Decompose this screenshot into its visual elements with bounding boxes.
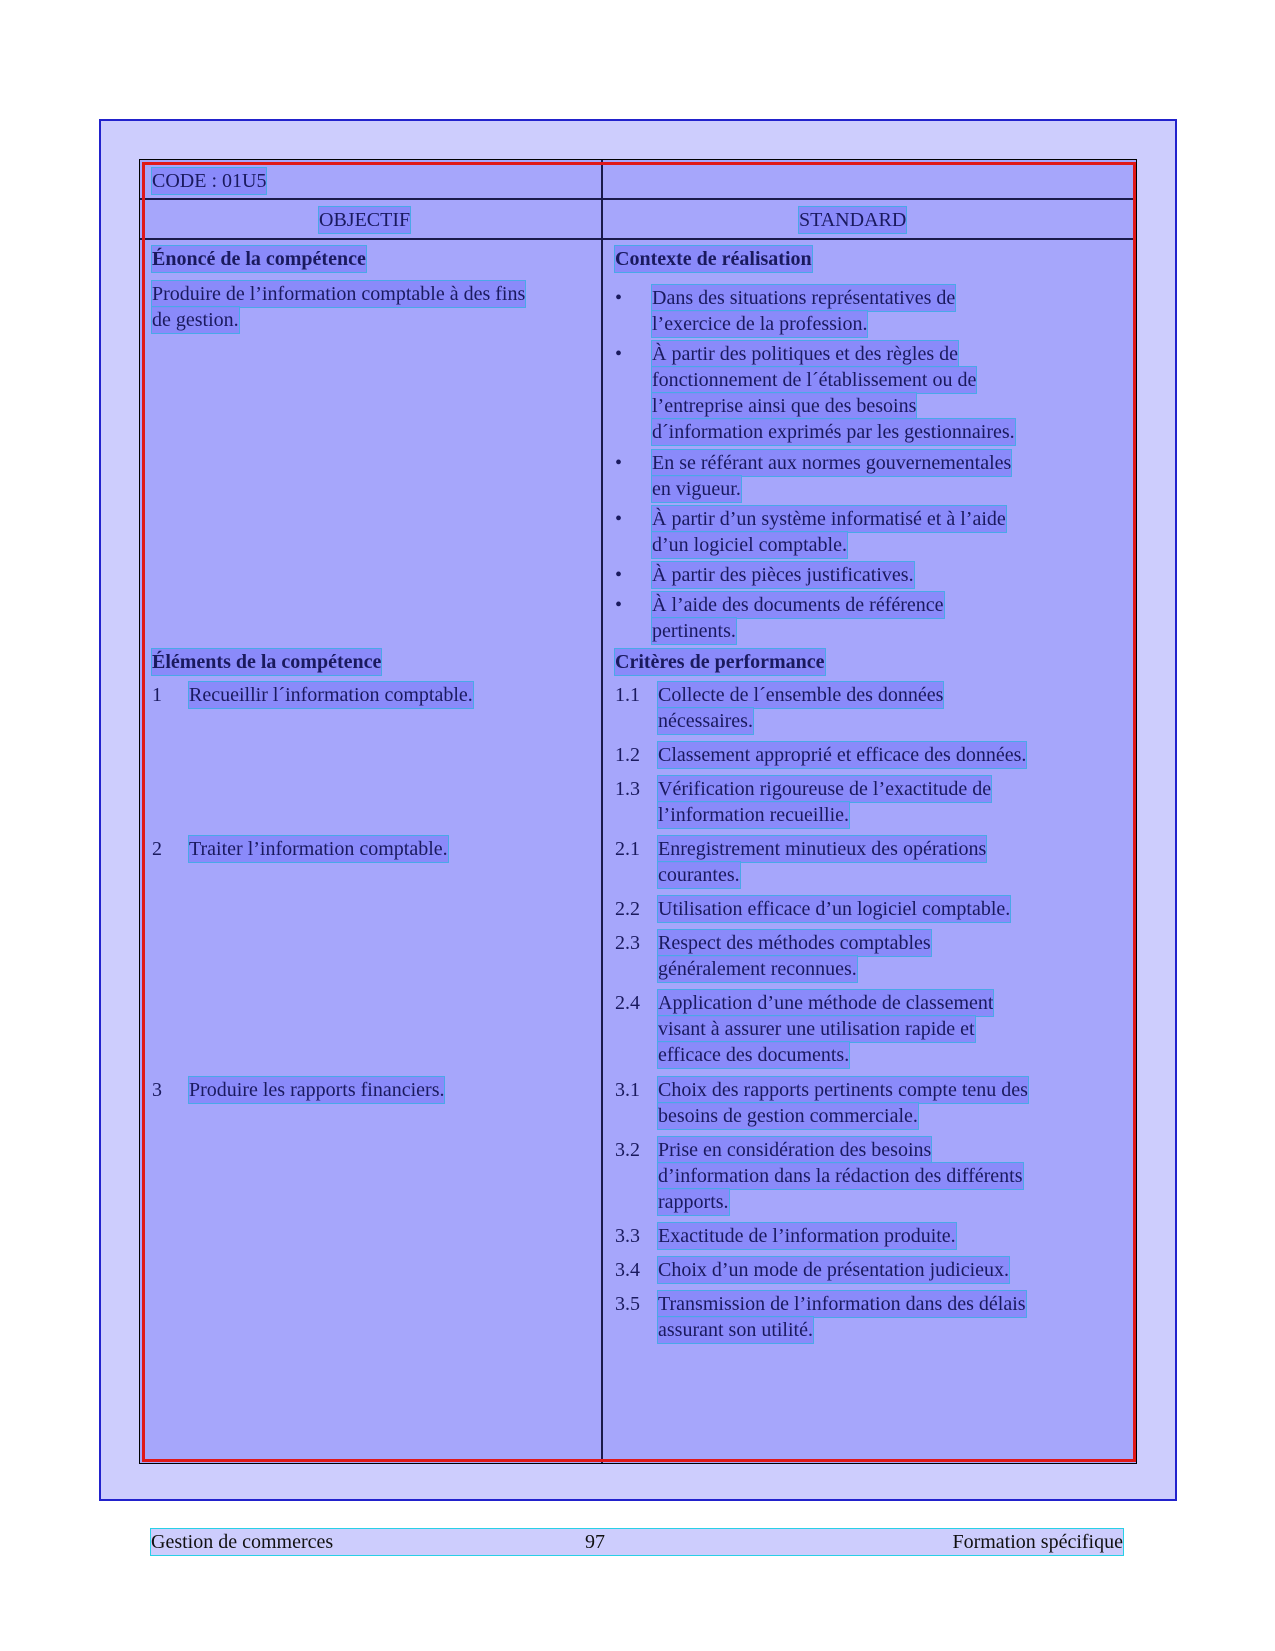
- critere-number: 1.3: [615, 778, 640, 800]
- critere-number: 3.3: [615, 1225, 640, 1247]
- contexte-line: d´information exprimés par les gestionnaires.: [652, 421, 1015, 443]
- critere-line: Classement approprié et efficace des données.: [658, 744, 1027, 766]
- contexte-line: À l’aide des documents de référence: [652, 594, 944, 616]
- critere-line: efficace des documents.: [658, 1044, 850, 1066]
- contexte-line: d’un logiciel comptable.: [652, 534, 847, 556]
- critere-line: Respect des méthodes comptables: [658, 932, 931, 954]
- critere-number: 3.5: [615, 1293, 640, 1315]
- critere-number: 2.4: [615, 992, 640, 1014]
- critere-number: 2.1: [615, 838, 640, 860]
- contexte-line: l’exercice de la profession.: [652, 313, 868, 335]
- critere-line: Enregistrement minutieux des opérations: [658, 838, 987, 860]
- footer-left: Gestion de commerces: [151, 1531, 334, 1553]
- critere-line: d’information dans la rédaction des différents: [658, 1165, 1023, 1187]
- critere-line: courantes.: [658, 864, 740, 886]
- bullet-icon: •: [615, 564, 623, 586]
- critere-line: rapports.: [658, 1191, 729, 1213]
- critere-line: besoins de gestion commerciale.: [658, 1105, 918, 1127]
- row-divider-header: [140, 238, 1136, 240]
- footer-right: Formation spécifique: [952, 1531, 1123, 1553]
- contexte-line: En se référant aux normes gouvernementales: [652, 452, 1012, 474]
- contexte-line: l’entreprise ainsi que des besoins: [652, 395, 917, 417]
- code-label: CODE : 01U5: [152, 170, 267, 192]
- element-text: Produire les rapports financiers.: [189, 1079, 445, 1101]
- critere-line: assurant son utilité.: [658, 1319, 813, 1341]
- critere-number: 1.2: [615, 744, 640, 766]
- contexte-line: en vigueur.: [652, 478, 741, 500]
- critere-line: visant à assurer une utilisation rapide et: [658, 1018, 975, 1040]
- contexte-line: fonctionnement de l´établissement ou de: [652, 369, 977, 391]
- page-number: 97: [585, 1531, 605, 1553]
- contexte-title: Contexte de réalisation: [615, 248, 812, 270]
- critere-number: 3.2: [615, 1139, 640, 1161]
- critere-number: 2.2: [615, 898, 640, 920]
- element-number: 2: [152, 838, 162, 860]
- element-number: 3: [152, 1079, 162, 1101]
- contexte-line: À partir des politiques et des règles de: [652, 343, 959, 365]
- contexte-line: pertinents.: [652, 620, 736, 642]
- elements-title: Éléments de la compétence: [152, 651, 382, 673]
- critere-number: 3.1: [615, 1079, 640, 1101]
- enonce-title: Énoncé de la compétence: [152, 248, 366, 270]
- critere-line: généralement reconnues.: [658, 958, 857, 980]
- critere-line: nécessaires.: [658, 710, 753, 732]
- bullet-icon: •: [615, 287, 623, 309]
- element-text: Traiter l’information comptable.: [189, 838, 448, 860]
- contexte-line: Dans des situations représentatives de: [652, 287, 956, 309]
- critere-line: Exactitude de l’information produite.: [658, 1225, 956, 1247]
- criteres-title: Critères de performance: [615, 651, 825, 673]
- critere-line: Vérification rigoureuse de l’exactitude de: [658, 778, 992, 800]
- bullet-icon: •: [615, 452, 623, 474]
- critere-line: Transmission de l’information dans des délais: [658, 1293, 1026, 1315]
- column-divider: [601, 160, 603, 1463]
- critere-number: 2.3: [615, 932, 640, 954]
- element-number: 1: [152, 684, 162, 706]
- critere-number: 1.1: [615, 684, 640, 706]
- critere-number: 3.4: [615, 1259, 640, 1281]
- objectif-header: OBJECTIF: [319, 209, 411, 231]
- standard-header: STANDARD: [799, 209, 907, 231]
- enonce-line: Produire de l’information comptable à des fins: [152, 283, 526, 305]
- critere-line: Collecte de l´ensemble des données: [658, 684, 944, 706]
- bullet-icon: •: [615, 343, 623, 365]
- critere-line: Choix d’un mode de présentation judicieux.: [658, 1259, 1010, 1281]
- page-footer: [151, 1529, 1123, 1555]
- contexte-line: À partir d’un système informatisé et à l’aide: [652, 508, 1006, 530]
- critere-line: Prise en considération des besoins: [658, 1139, 932, 1161]
- bullet-icon: •: [615, 594, 623, 616]
- critere-line: Utilisation efficace d’un logiciel comptable.: [658, 898, 1011, 920]
- bullet-icon: •: [615, 508, 623, 530]
- contexte-line: À partir des pièces justificatives.: [652, 564, 914, 586]
- enonce-line: de gestion.: [152, 309, 239, 331]
- row-divider-code: [140, 198, 1136, 200]
- element-text: Recueillir l´information comptable.: [189, 684, 473, 706]
- critere-line: l’information recueillie.: [658, 804, 850, 826]
- critere-line: Choix des rapports pertinents compte tenu des: [658, 1079, 1028, 1101]
- critere-line: Application d’une méthode de classement: [658, 992, 994, 1014]
